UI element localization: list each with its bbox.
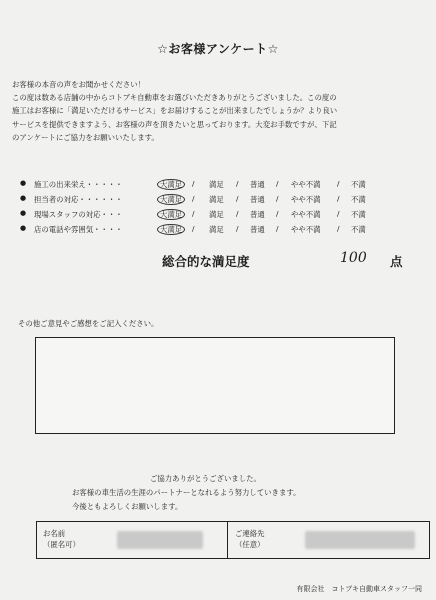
name-label-text: お名前 xyxy=(43,529,66,538)
customer-info-table xyxy=(36,521,430,559)
name-field[interactable] xyxy=(117,531,203,549)
overall-score-value[interactable]: 100 xyxy=(340,250,367,266)
option-satisfied[interactable]: 満足 xyxy=(209,180,224,189)
selected-circle: 大満足 xyxy=(157,209,185,220)
selected-circle: 大満足 xyxy=(157,179,185,190)
separator: / xyxy=(276,194,279,203)
separator: / xyxy=(276,224,279,233)
option-satisfied[interactable]: 満足 xyxy=(209,210,224,219)
contact-note-text: （任意） xyxy=(235,540,265,549)
separator: / xyxy=(276,209,279,218)
option-somewhat-dissatisfied[interactable]: やや不満 xyxy=(291,225,321,234)
comment-label: その他ご意見やご感想をご記入ください。 xyxy=(18,319,159,328)
separator: / xyxy=(192,194,195,203)
rating-row xyxy=(20,209,425,224)
separator: / xyxy=(337,179,340,188)
intro-line: この度は数ある店舗の中からコトブキ自動車をお選びいただきありがとうございました。この度の xyxy=(12,93,337,103)
separator: / xyxy=(192,179,195,188)
survey-title: ☆お客様アンケート☆ xyxy=(157,42,279,56)
separator: / xyxy=(192,224,195,233)
column-divider xyxy=(227,522,228,558)
option-neutral[interactable]: 普通 xyxy=(250,225,265,234)
intro-line: のアンケートにご協力をお願いいたします。 xyxy=(12,132,159,142)
name-note-text: （匿名可） xyxy=(43,540,80,549)
intro-line: サービスを提供できますよう、お客様の声を頂きたいと思っております。大変お手数ですが、下記 xyxy=(12,119,337,129)
option-dissatisfied[interactable]: 不満 xyxy=(351,180,366,189)
separator: / xyxy=(236,194,239,203)
rating-table xyxy=(20,179,425,239)
option-dissatisfied[interactable]: 不満 xyxy=(351,195,366,204)
separator: / xyxy=(337,209,340,218)
option-dissatisfied[interactable]: 不満 xyxy=(351,210,366,219)
intro-text xyxy=(12,78,430,144)
option-very-satisfied[interactable] xyxy=(160,194,185,205)
separator: / xyxy=(236,209,239,218)
intro-line: 施工はお客様に「満足いただけるサービス」をお届けすることが出来ましたでしょうか？より良い xyxy=(12,106,338,116)
name-label xyxy=(43,528,80,550)
option-satisfied[interactable]: 満足 xyxy=(209,195,224,204)
option-somewhat-dissatisfied[interactable]: やや不満 xyxy=(291,180,321,189)
overall-score-unit: 点 xyxy=(390,254,403,269)
option-dissatisfied[interactable]: 不満 xyxy=(351,225,366,234)
option-neutral[interactable]: 普通 xyxy=(250,210,265,219)
bullet-icon: ● xyxy=(20,179,27,187)
thanks-line: ご協力ありがとうございました。 xyxy=(150,474,261,483)
overall-satisfaction-label: 総合的な満足度 xyxy=(162,254,250,269)
option-very-satisfied[interactable] xyxy=(160,224,185,235)
option-neutral[interactable]: 普通 xyxy=(250,180,265,189)
thanks-line: 今後ともよろしくお願いします。 xyxy=(72,502,183,511)
bullet-icon: ● xyxy=(20,224,27,232)
option-somewhat-dissatisfied[interactable]: やや不満 xyxy=(291,210,321,219)
separator: / xyxy=(236,224,239,233)
separator: / xyxy=(276,179,279,188)
option-very-satisfied[interactable] xyxy=(160,209,185,220)
selected-circle: 大満足 xyxy=(157,194,185,205)
option-very-satisfied[interactable] xyxy=(160,179,185,190)
separator: / xyxy=(192,209,195,218)
question-label: 店の電話や雰囲気・・・・ xyxy=(34,225,123,234)
contact-label xyxy=(235,528,265,550)
option-satisfied[interactable]: 満足 xyxy=(209,225,224,234)
selected-circle: 大満足 xyxy=(157,224,185,235)
rating-row xyxy=(20,194,425,209)
separator: / xyxy=(236,179,239,188)
company-signature: 有限会社 コトブキ自動車スタッフ一同 xyxy=(296,585,422,593)
question-label: 担当者の対応・・・・・・ xyxy=(34,195,123,204)
option-neutral[interactable]: 普通 xyxy=(250,195,265,204)
bullet-icon: ● xyxy=(20,194,27,202)
question-label: 施工の出来栄え・・・・・ xyxy=(34,180,123,189)
contact-label-text: ご連絡先 xyxy=(235,529,265,538)
separator: / xyxy=(337,194,340,203)
question-label: 現場スタッフの対応・・・ xyxy=(34,210,123,219)
option-somewhat-dissatisfied[interactable]: やや不満 xyxy=(291,195,321,204)
bullet-icon: ● xyxy=(20,209,27,217)
rating-row xyxy=(20,179,425,194)
rating-row xyxy=(20,224,425,239)
comment-textarea[interactable] xyxy=(35,337,395,434)
contact-field[interactable] xyxy=(305,531,415,549)
thanks-message xyxy=(72,472,301,514)
separator: / xyxy=(337,224,340,233)
thanks-line: お客様の車生活の生涯のパートナーとなれるよう努力していきます。 xyxy=(72,488,301,497)
intro-line: お客様の本音の声をお聞かせください！ xyxy=(12,80,146,89)
